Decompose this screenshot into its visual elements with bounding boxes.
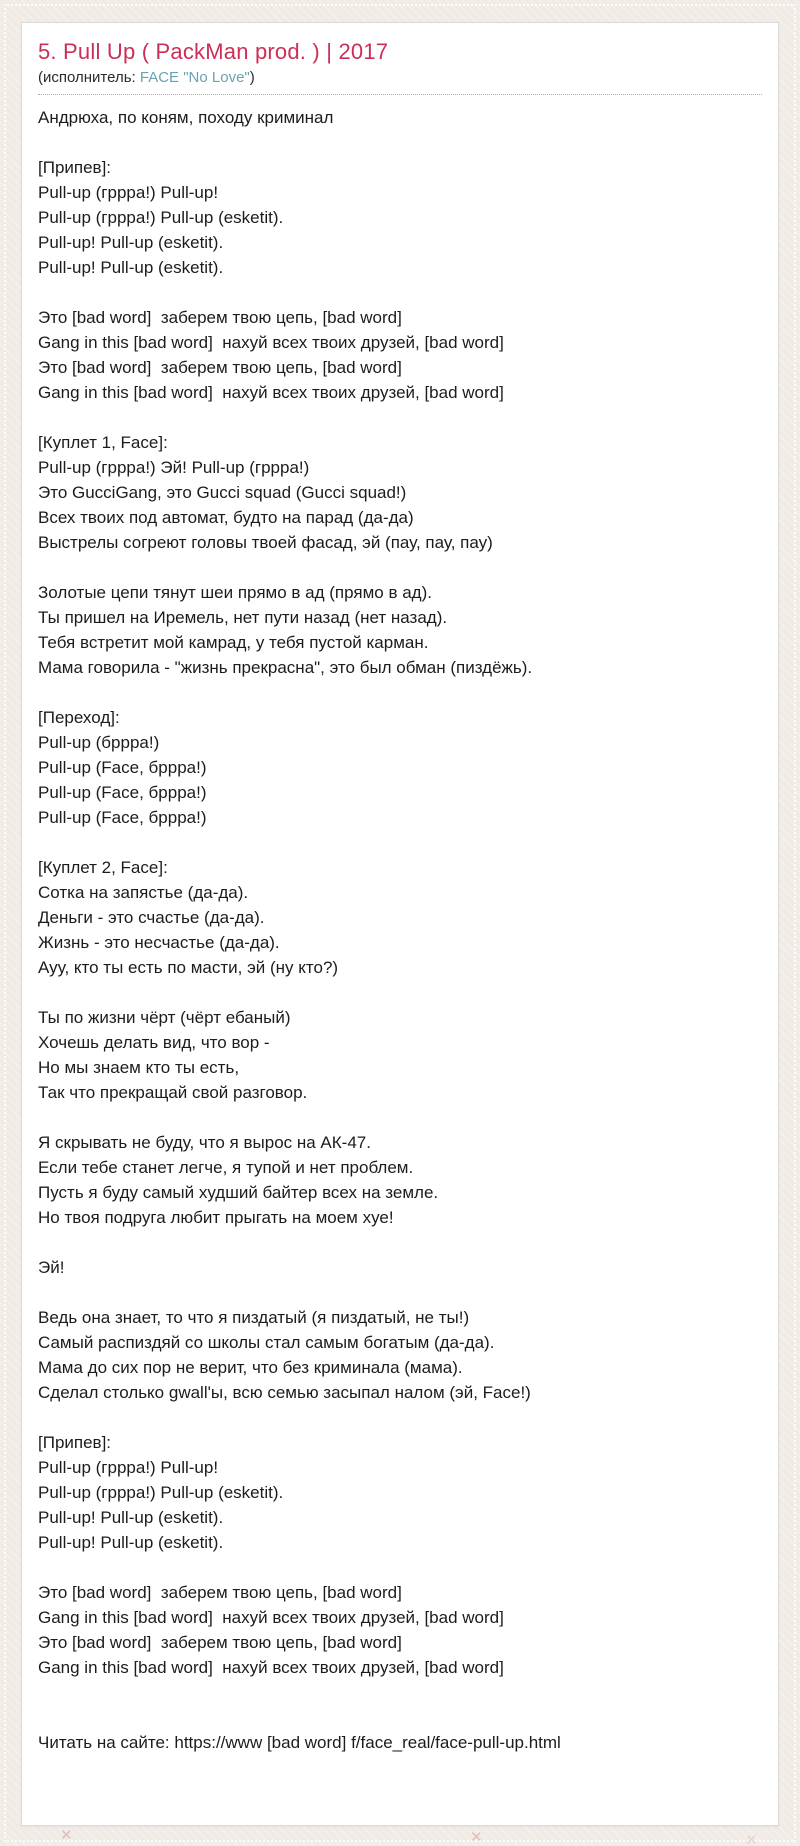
content-card	[21, 22, 779, 1826]
lyric-line: Сделал столько gwall'ы, всю семью засыпал налом (эй, Face!)	[38, 1383, 531, 1402]
stanza	[38, 430, 762, 555]
lyric-line: Золотые цепи тянут шеи прямо в ад (прямо в ад).	[38, 583, 432, 602]
lyric-line: Но твоя подруга любит прыгать на моем хуе!	[38, 1208, 394, 1227]
stanza	[38, 1130, 762, 1230]
lyric-line: Эй!	[38, 1258, 65, 1277]
lyric-line: Pull-up! Pull-up (esketit).	[38, 258, 224, 277]
lyric-line: Gang in this [bad word] нахуй всех твоих друзей, [bad word]	[38, 1658, 504, 1677]
lyric-line: Ауу, кто ты есть по масти, эй (ну кто?)	[38, 958, 339, 977]
stanza	[38, 705, 762, 830]
lyric-line: Это [bad word] заберем твою цепь, [bad word]	[38, 1633, 402, 1652]
lyric-line: Мама говорила - "жизнь прекрасна", это был обман (пиздёжь).	[38, 658, 533, 677]
lyric-line: Gang in this [bad word] нахуй всех твоих друзей, [bad word]	[38, 333, 504, 352]
lyric-line: [Куплет 2, Face]:	[38, 858, 168, 877]
lyric-line: [Переход]:	[38, 708, 120, 727]
lyric-line: Если тебе станет легче, я тупой и нет проблем.	[38, 1158, 414, 1177]
stitch-decoration: ✕	[470, 1829, 483, 1846]
lyric-line: Pull-up (Face, бррра!)	[38, 808, 207, 827]
artist-label-prefix: (исполнитель:	[38, 69, 140, 86]
stanza	[38, 305, 762, 405]
lyric-line: Мама до сих пор не верит, что без криминала (мама).	[38, 1358, 463, 1377]
lyric-line: [Припев]:	[38, 158, 112, 177]
lyric-line: Так что прекращай свой разговор.	[38, 1083, 308, 1102]
page-title: 5. Pull Up ( PackMan prod. ) | 2017	[38, 39, 389, 64]
stanza	[38, 1580, 762, 1680]
lyric-line: [Куплет 1, Face]:	[38, 433, 168, 452]
stanza	[38, 1005, 762, 1105]
artist-line	[38, 69, 762, 95]
lyric-line: Андрюха, по коням, походу криминал	[38, 108, 334, 127]
stanza	[38, 155, 762, 280]
lyric-line: Pull-up (гррра!) Pull-up (esketit).	[38, 1483, 284, 1502]
stanza	[38, 105, 762, 130]
lyric-line: [Припев]:	[38, 1433, 112, 1452]
stanza	[38, 1430, 762, 1555]
lyric-line: Pull-up! Pull-up (esketit).	[38, 1533, 224, 1552]
lyric-line: Pull-up (Face, бррра!)	[38, 758, 207, 777]
lyric-line: Это [bad word] заберем твою цепь, [bad word]	[38, 358, 402, 377]
lyric-line: Ты по жизни чёрт (чёрт ебаный)	[38, 1008, 291, 1027]
artist-link[interactable]: FACE "No Love"	[139, 69, 250, 86]
lyric-line: Выстрелы согреют головы твоей фасад, эй (пау, пау, пау)	[38, 533, 493, 552]
lyric-line: Ведь она знает, то что я пиздатый (я пиздатый, не ты!)	[38, 1308, 470, 1327]
lyric-line: Самый распиздяй со школы стал самым богатым (да-да).	[38, 1333, 495, 1352]
lyric-line: Pull-up (гррра!) Pull-up!	[38, 1458, 219, 1477]
stanza	[38, 1255, 762, 1280]
lyric-line: Жизнь - это несчастье (да-да).	[38, 933, 280, 952]
lyric-line: Но мы знаем кто ты есть,	[38, 1058, 240, 1077]
lyric-line: Я скрывать не буду, что я вырос на АК-47.	[38, 1133, 371, 1152]
lyrics	[38, 105, 762, 1680]
lyric-line: Это GucciGang, это Gucci squad (Gucci squad!)	[38, 483, 407, 502]
artist-label-suffix: )	[249, 69, 255, 86]
stitch-decoration: ✕	[745, 1832, 758, 1846]
footer-note: Читать на сайте: https://www [bad word] f/face_real/face-pull-up.html	[38, 1733, 561, 1752]
lyric-line: Pull-up (гррра!) Pull-up (esketit).	[38, 208, 284, 227]
lyric-line: Сотка на запястье (да-да).	[38, 883, 249, 902]
lyric-line: Это [bad word] заберем твою цепь, [bad word]	[38, 308, 402, 327]
stanza	[38, 1305, 762, 1405]
lyric-line: Pull-up (бррра!)	[38, 733, 160, 752]
lyric-line: Pull-up (гррра!) Pull-up!	[38, 183, 219, 202]
lyric-line: Пусть я буду самый худший байтер всех на земле.	[38, 1183, 439, 1202]
lyric-line: Gang in this [bad word] нахуй всех твоих друзей, [bad word]	[38, 383, 504, 402]
lyric-line: Pull-up! Pull-up (esketit).	[38, 1508, 224, 1527]
stanza	[38, 855, 762, 980]
lyric-line: Всех твоих под автомат, будто на парад (да-да)	[38, 508, 414, 527]
lyric-line: Деньги - это счастье (да-да).	[38, 908, 265, 927]
lyric-line: Тебя встретит мой камрад, у тебя пустой карман.	[38, 633, 429, 652]
lyric-line: Pull-up (гррра!) Эй! Pull-up (гррра!)	[38, 458, 310, 477]
lyric-line: Это [bad word] заберем твою цепь, [bad word]	[38, 1583, 402, 1602]
lyric-line: Хочешь делать вид, что вор -	[38, 1033, 270, 1052]
stitch-decoration: ✕	[60, 1827, 73, 1844]
lyric-line: Pull-up! Pull-up (esketit).	[38, 233, 224, 252]
stanza	[38, 580, 762, 680]
lyric-line: Pull-up (Face, бррра!)	[38, 783, 207, 802]
lyric-line: Gang in this [bad word] нахуй всех твоих друзей, [bad word]	[38, 1608, 504, 1627]
lyric-line: Ты пришел на Иремель, нет пути назад (нет назад).	[38, 608, 448, 627]
